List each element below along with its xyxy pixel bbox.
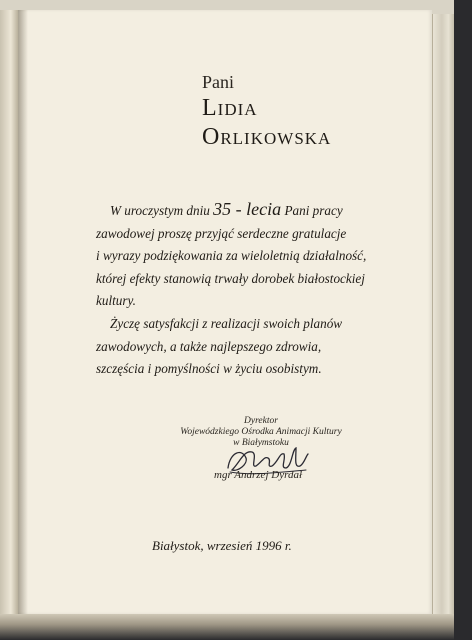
signature-title-line: Dyrektor [244,416,278,426]
cover-edge [454,0,472,640]
body-line: szczęścia i pomyślności w życiu osobistym. [96,361,322,377]
signature-title-line: w Białymstoku [233,438,289,448]
signer-name: mgr Andrzej Dyrdał [214,469,302,481]
body-line: kultury. [96,293,136,309]
anniversary-number: 35 - lecia [213,199,282,219]
place-and-date: Białystok, wrzesień 1996 r. [152,538,292,553]
spine-shadow [18,10,28,620]
body-fragment: Pani pracy [284,203,343,218]
body-line: której efekty stanowią trwały dorobek białostockiej [96,270,365,286]
body-line: zawodowej proszę przyjąć serdeczne gratulacje [96,225,347,241]
body-line: Życzę satysfakcji z realizacji swoich planów [110,315,343,331]
body-fragment: W uroczystym dniu [110,203,210,218]
signature-title-line: Wojewódzkiego Ośrodka Animacji Kultury [180,427,342,437]
left-page-edge [0,10,19,620]
recipient-last-name: Orlikowska [202,124,332,150]
body-line [96,198,366,223]
recipient-first-name: Lidia [202,95,258,121]
body-line: i wyrazy podziękowania za wieloletnią działalność, [96,248,367,264]
letter-body [96,198,366,381]
bottom-edge [0,614,454,640]
page-stack-edge [432,14,455,616]
greeting: Pani [202,72,235,92]
body-line: zawodowych, a także najlepszego zdrowia, [96,338,322,354]
